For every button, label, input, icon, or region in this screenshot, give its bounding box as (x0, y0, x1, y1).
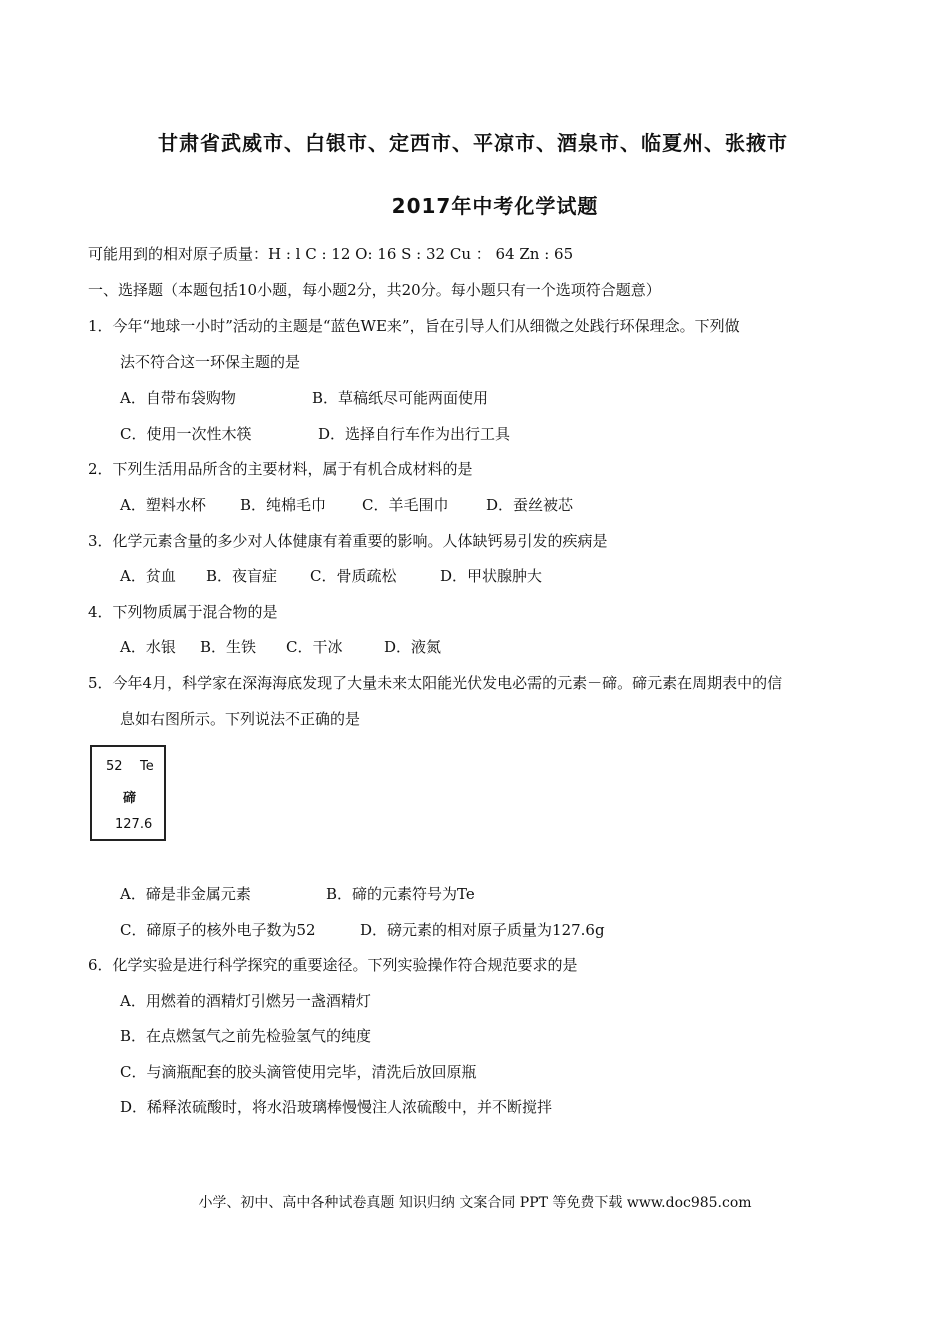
exam-title-subject: 2017年中考化学试题 (391, 194, 599, 218)
question-4-option-a: A．水银 (120, 638, 176, 656)
question-5-stem: 5．今年4月，科学家在深海海底发现了大量未来太阳能光伏发电必需的元素－碲。碲元素在周期表中的信 (88, 674, 783, 692)
question-1-option-c: C．使用一次性木筷 (120, 425, 252, 443)
element-atomic-number: 52 (106, 759, 123, 774)
question-4-options (120, 637, 441, 657)
question-6-option-a: A．用燃着的酒精灯引燃另一盏酒精灯 (120, 992, 371, 1010)
element-symbol: Te (140, 759, 154, 774)
question-3-options (120, 566, 542, 586)
question-5-option-d: D．磅元素的相对原子质量为127.6g (360, 921, 605, 939)
question-3-option-d: D．甲状腺肿大 (440, 567, 543, 585)
question-4-option-b: B．生铁 (200, 638, 257, 656)
question-5-option-b: B．碲的元素符号为Te (326, 885, 475, 903)
question-1-stem-cont: 法不符合这一环保主题的是 (120, 353, 301, 371)
question-2-option-a: A．塑料水杯 (120, 496, 206, 514)
question-6-option-b: B．在点燃氢气之前先检验氢气的纯度 (120, 1027, 372, 1045)
question-5-options-row2 (120, 920, 605, 940)
page-footer: 小学、初中、高中各种试卷真题 知识归纳 文案合同 PPT 等免费下载 www.doc985.com (198, 1195, 752, 1211)
tellurium-element-card (90, 745, 166, 841)
question-1-options-row2 (120, 424, 510, 444)
question-5-option-a: A．碲是非金属元素 (120, 885, 251, 903)
question-6-option-d: D．稀释浓硫酸时，将水沿玻璃棒慢慢注人浓硫酸中，并不断搅拌 (120, 1098, 553, 1116)
question-5-stem-cont: 息如右图所示。下列说法不正确的是 (120, 710, 361, 728)
question-1-options-row1 (120, 388, 488, 408)
question-2-options (120, 495, 573, 515)
question-4-option-c: C．干冰 (286, 638, 343, 656)
question-6-stem: 6．化学实验是进行科学探究的重要途径。下列实验操作符合规范要求的是 (88, 956, 578, 974)
question-1-stem: 1．今年“地球一小时”活动的主题是“蓝色WE来”，旨在引导人们从细微之处践行环保理念。下列做 (88, 317, 740, 335)
question-3-option-a: A．贫血 (120, 567, 176, 585)
question-5-option-c: C．碲原子的核外电子数为52 (120, 921, 316, 939)
section-heading: 一、选择题（本题包括10小题，每小题2分，共20分。每小题只有一个选项符合题意） (88, 281, 661, 299)
question-2-option-d: D．蚕丝被芯 (486, 496, 574, 514)
question-3-option-c: C．骨质疏松 (310, 567, 397, 585)
atomic-masses-line: 可能用到的相对原子质量：H : l C : 12 O: 16 S : 32 Cu ： 64 Zn : 65 (88, 245, 574, 263)
element-name: 碲 (123, 791, 137, 806)
question-1-option-d: D．选择自行车作为出行工具 (318, 425, 511, 443)
question-4-option-d: D．液氮 (384, 638, 442, 656)
question-3-stem: 3．化学元素含量的多少对人体健康有着重要的影响。人体缺钙易引发的疾病是 (88, 532, 608, 550)
question-4-stem: 4．下列物质属于混合物的是 (88, 603, 278, 621)
question-2-option-b: B．纯棉毛巾 (240, 496, 327, 514)
question-2-stem: 2．下列生活用品所含的主要材料，属于有机合成材料的是 (88, 460, 473, 478)
element-atomic-mass: 127.6 (115, 817, 153, 832)
question-1-option-b: B．草稿纸尽可能两面使用 (312, 389, 489, 407)
exam-title-regions: 甘肃省武威市、白银市、定西市、平凉市、酒泉市、临夏州、张掖市 (158, 131, 788, 155)
question-2-option-c: C．羊毛围巾 (362, 496, 449, 514)
question-5-options-row1 (120, 884, 475, 904)
question-6-option-c: C．与滴瓶配套的胶头滴管使用完毕，清洗后放回原瓶 (120, 1063, 477, 1081)
question-1-option-a: A．自带布袋购物 (120, 389, 236, 407)
question-3-option-b: B．夜盲症 (206, 567, 278, 585)
